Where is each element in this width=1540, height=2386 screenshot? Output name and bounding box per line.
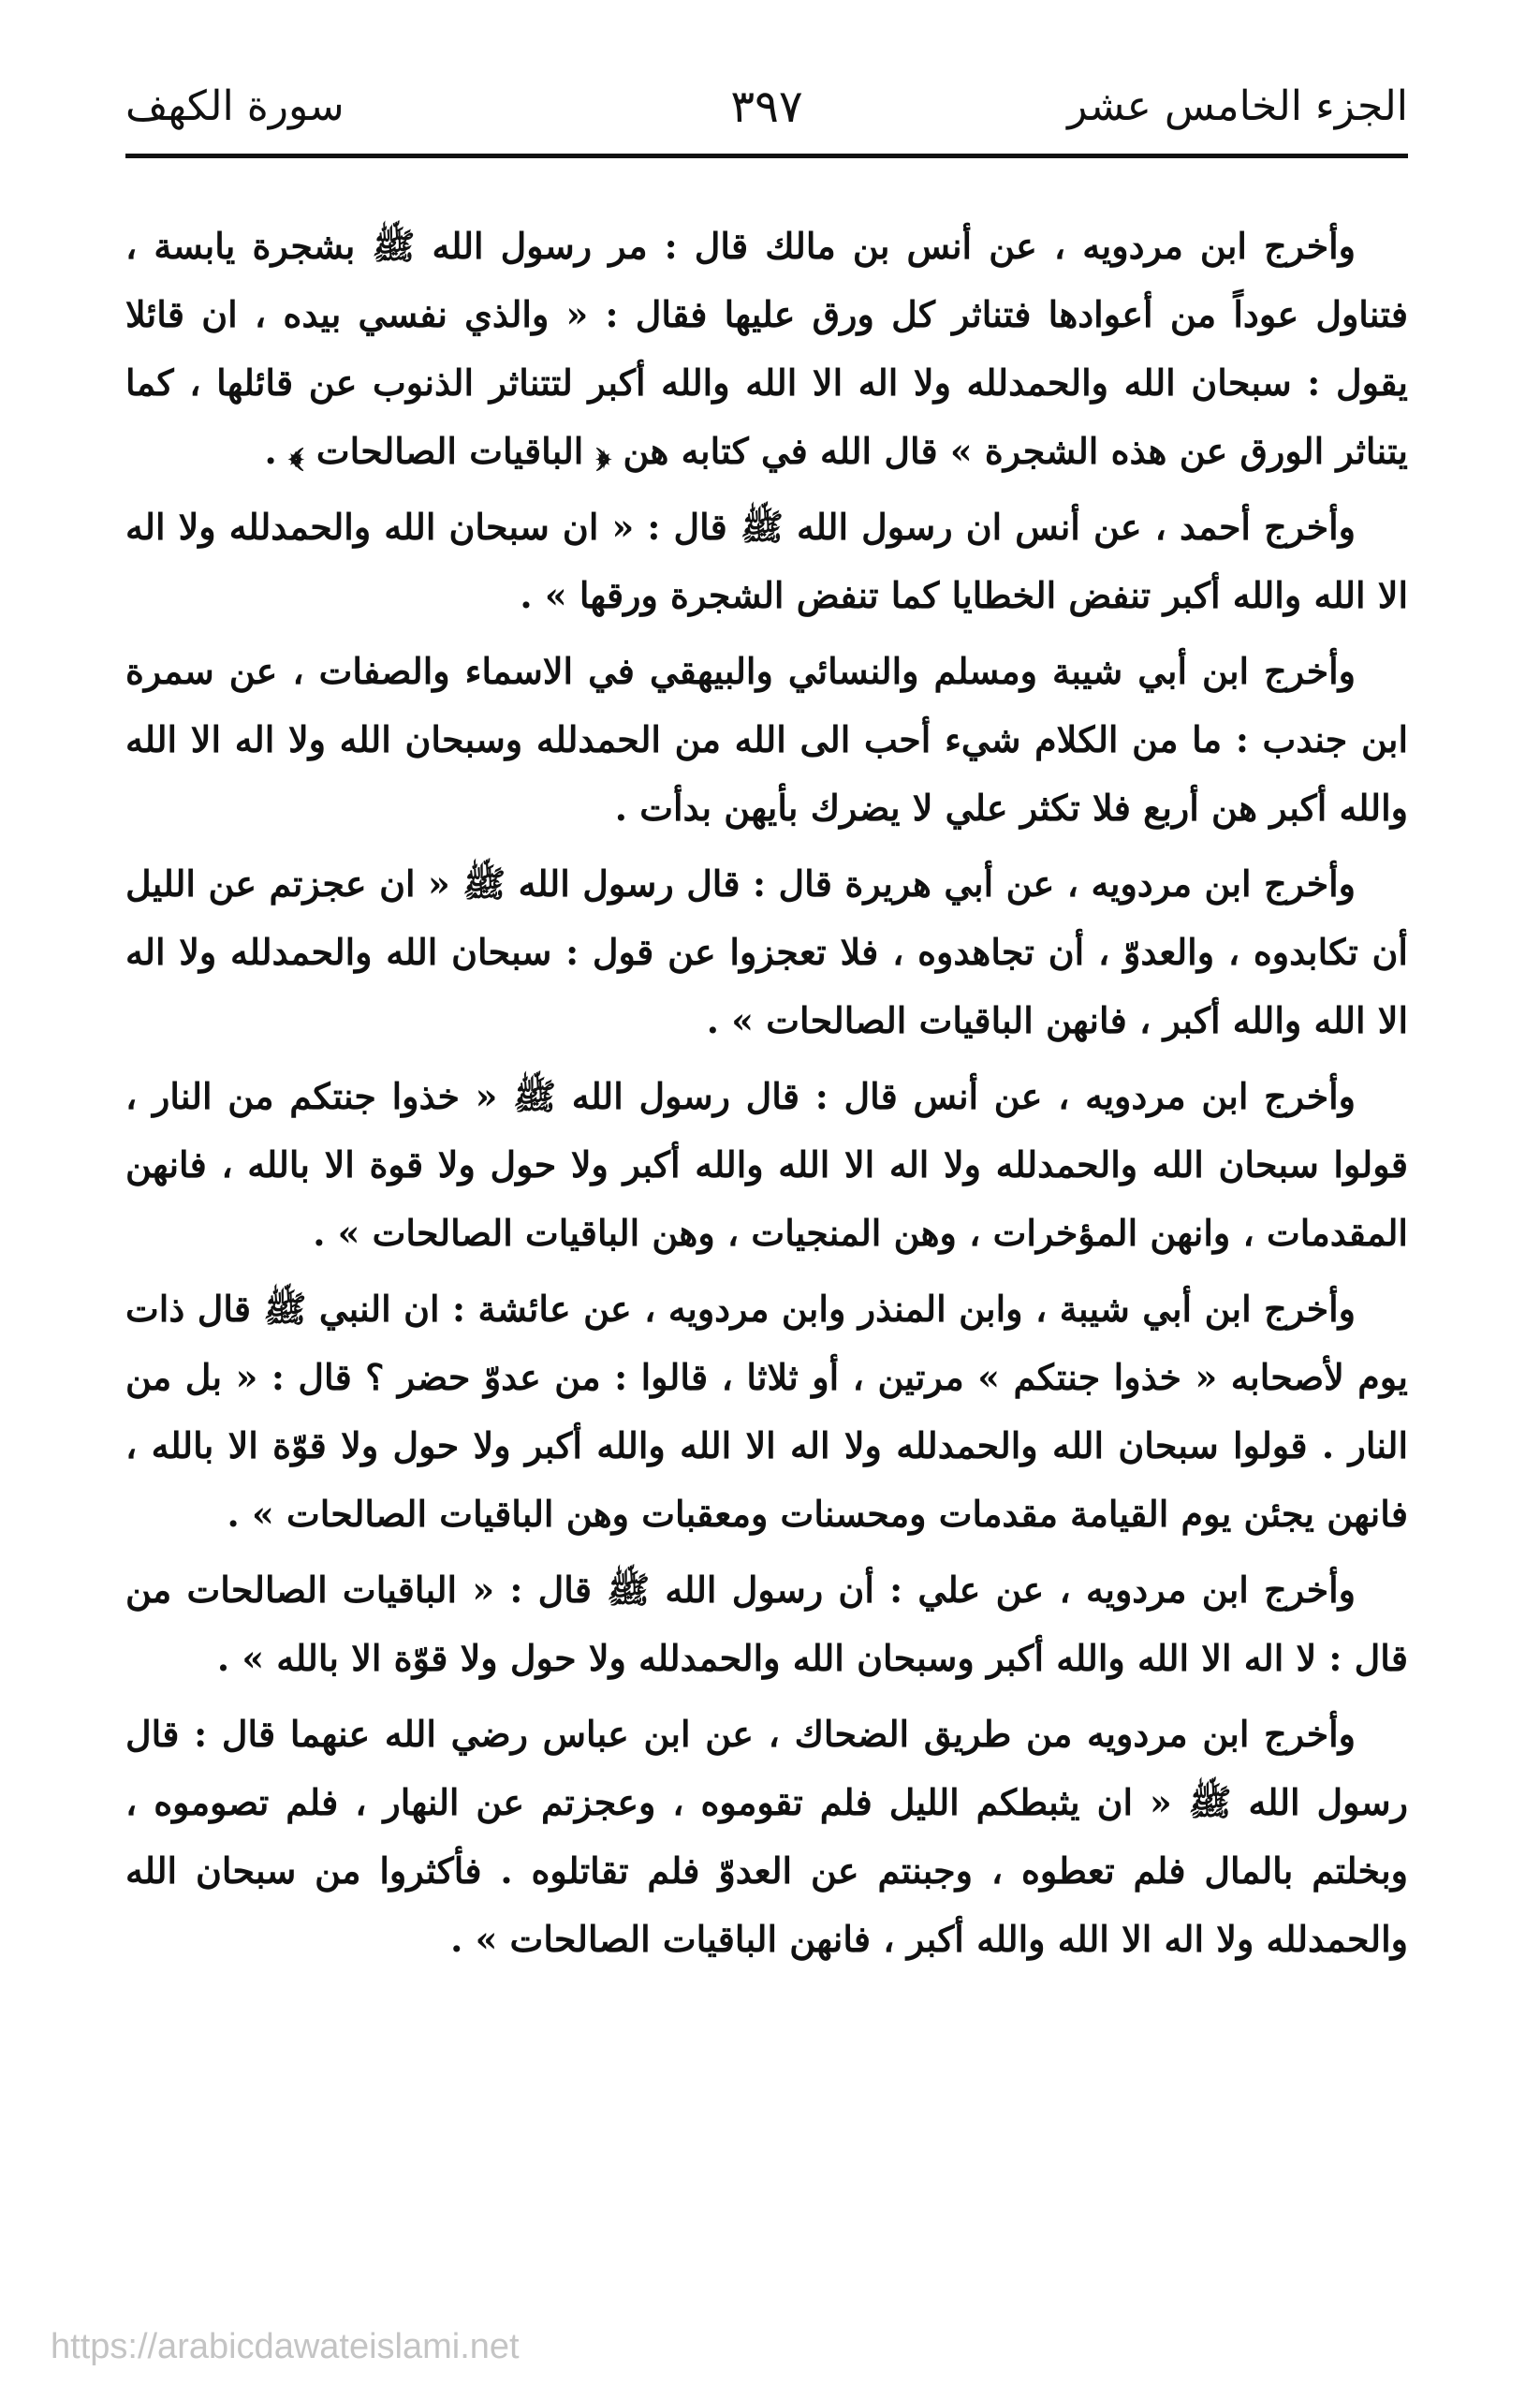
paragraph-2: وأخرج أحمد ، عن أنس ان رسول الله ﷺ قال : « ان سبحان الله والحمدلله ولا اله الا الله والله أكبر تنفض الخطايا كما تنفض الشجرة ورقها » . xyxy=(125,506,1408,616)
header-divider xyxy=(125,154,1408,158)
body-text xyxy=(125,212,1408,1981)
paragraph-4: وأخرج ابن مردويه ، عن أبي هريرة قال : قال رسول الله ﷺ « ان عجزتم عن الليل أن تكابدوه ، والعدوّ ، أن تجاهدوه ، فلا تعجزوا عن قول : سبحان الله والحمدلله ولا اله الا الله والله أكبر ، فانهن الباقيات الصالحات » . xyxy=(125,862,1408,1041)
juz-title: الجزء الخامس عشر xyxy=(1067,82,1408,130)
paragraph-8: وأخرج ابن مردويه من طريق الضحاك ، عن ابن عباس رضي الله عنهما قال : قال رسول الله ﷺ « ان يثبطكم الليل فلم تقوموه ، وعجزتم عن النهار ، فلم تصوموه ، وبخلتم بالمال فلم تعطوه ، وجبنتم عن العدوّ فلم تقاتلوه . فأكثروا من سبحان الله والحمدلله ولا اله الا الله والله أكبر ، فانهن الباقيات الصالحات » . xyxy=(125,1713,1408,1960)
paragraph-5: وأخرج ابن مردويه ، عن أنس قال : قال رسول الله ﷺ « خذوا جنتكم من النار ، قولوا سبحان الله والحمدلله ولا اله الا الله والله أكبر ولا حول ولا قوة الا بالله ، فانهن المقدمات ، وانهن المؤخرات ، وهن المنجيات ، وهن الباقيات الصالحات » . xyxy=(125,1075,1408,1254)
paragraph-3: وأخرج ابن أبي شيبة ومسلم والنسائي والبيهقي في الاسماء والصفات ، عن سمرة ابن جندب : ما من الكلام شيء أحب الى الله من الحمدلله وسبحان الله ولا اله الا الله والله أكبر هن أربع فلا تكثر علي لا يضرك بأيهن بدأت . xyxy=(125,650,1408,829)
paragraph-6: وأخرج ابن أبي شيبة ، وابن المنذر وابن مردويه ، عن عائشة : ان النبي ﷺ قال ذات يوم لأصحابه « خذوا جنتكم » مرتين ، أو ثلاثا ، قالوا : من عدوّ حضر ؟ قال : « بل من النار . قولوا سبحان الله والحمدلله ولا اله الا الله والله أكبر ولا حول ولا قوّة الا بالله ، فانهن يجئن يوم القيامة مقدمات ومحسنات ومعقبات وهن الباقيات الصالحات » . xyxy=(125,1288,1408,1535)
surah-title: سورة الكهف xyxy=(125,82,345,130)
paragraph-1: وأخرج ابن مردويه ، عن أنس بن مالك قال : مر رسول الله ﷺ بشجرة يابسة ، فتناول عوداً من أعوادها فتناثر كل ورق عليها فقال : « والذي نفسي بيده ، ان قائلا يقول : سبحان الله والحمدلله ولا اله الا الله والله أكبر لتتناثر الذنوب عن قائلها ، كما يتناثر الورق عن هذه الشجرة » قال الله في كتابه هن ﴿ الباقيات الصالحات ﴾ . xyxy=(125,225,1408,472)
page-header xyxy=(125,73,1408,140)
page-number: ٣٩٧ xyxy=(730,81,803,133)
watermark-url: https://arabicdawateislami.net xyxy=(51,2327,520,2366)
paragraph-7: وأخرج ابن مردويه ، عن علي : أن رسول الله ﷺ قال : « الباقيات الصالحات من قال : لا اله الا الله والله أكبر وسبحان الله والحمدلله ولا حول ولا قوّة الا بالله » . xyxy=(125,1569,1408,1679)
